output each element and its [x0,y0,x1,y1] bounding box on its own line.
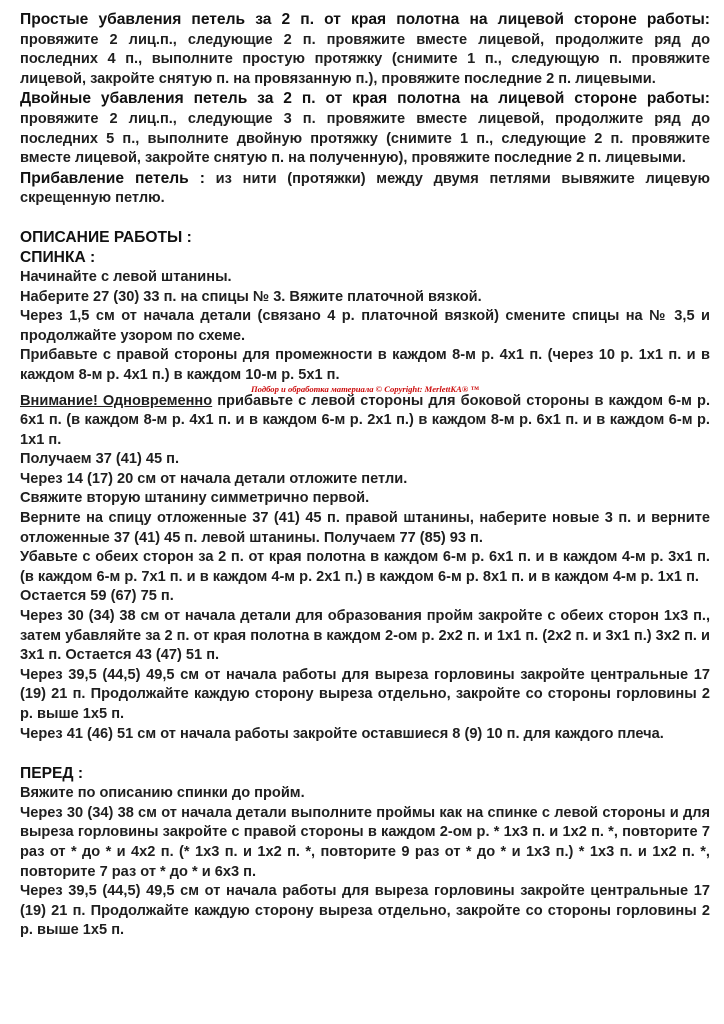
attention-text: прибавьте с левой стороны для боковой стороны в каждом 6-м р. 6х1 п. (в каждом 8-м р. 4х1 п. и в каждом 6-м р. 2х1 п.) в каждом 8-м р. 6х1 п. и в каждом 6-м р. 1х1 п. [20,392,711,448]
back-paragraph: Наберите 27 (30) 33 п. на спицы № 3. Вяжите платочной вязкой. [20,288,482,305]
back-paragraph: Убавьте с обеих сторон за 2 п. от края полотна в каждом 6-м р. 6х1 п. и в каждом 4-м р. 3х1 п. (в каждом 6-м р. 7х1 п. и в каждом 4-м р. 2х1 п.) в каждом 6-м р. 8х1 п. и в каждом 4-м р. 1х1 п. [20,549,710,585]
definition-text: провяжите 2 лиц.п., следующие 2 п. провяжите вместе лицевой, продолжите ряд до последних 4 п., выполните простую протяжку (снимите 1 п., следующую п. провяжите лицевой, закройте снятую п. на провязанную п.), провяжите последние 2 п. лицевыми. [20,31,710,87]
back-paragraph: Через 14 (17) 20 см от начала детали отложите петли. [20,470,408,487]
back-paragraph: Свяжите вторую штанину симметрично первой. [20,490,370,507]
back-section [20,248,710,744]
definition-term: Прибавление петель : [20,169,205,187]
front-paragraph: Через 30 (34) 38 см от начала детали выполните проймы как на спинке с левой стороны и для выреза горловины закройте с правой стороны в каждом 2-ом р. * 1х3 п. и 1х2 п. *, повторите 7 раз от * до * и 4х2 п. (* 1х3 п. и 1х2 п. *, повторите 9 раз от * до * и 1х3 п.) * 1х3 п. и 1х2 п. *, повторите 7 раз от * до * и 6х3 п. [20,804,710,880]
definition-text: из нити (протяжки) между двумя петлями вывяжите лицевую скрещенную петлю. [20,170,710,207]
definition-simple-decrease [20,10,710,89]
definition-double-decrease [20,89,710,168]
copyright-watermark: Подбор и обработка материала © Copyright: MerlettKA® ™ [250,383,479,394]
attention-label: Внимание! Одновременно [20,392,213,409]
back-paragraph: Начинайте с левой штанины. [20,268,232,285]
definition-term: Простые убавления петель за 2 п. от края полотна на лицевой стороне работы: [20,11,710,28]
section-gap [20,744,710,764]
front-heading: ПЕРЕД : [20,765,84,783]
definition-increase [20,169,710,209]
back-paragraph: Через 30 (34) 38 см от начала детали для образования пройм закройте с обеих сторон 1х3 п., затем убавляйте за 2 п. от края полотна в каждом 2-ом р. 2х2 п. и 1х1 п. (2х2 п. и 3х1 п.) 3х2 п. и 3х1 п. Остается 43 (47) 51 п. [20,608,710,664]
front-paragraph: Через 39,5 (44,5) 49,5 см от начала работы для выреза горловины закройте центральные 17 (19) 21 п. Продолжайте каждую сторону выреза отдельно, закройте со стороны горловины 2 р. выше 1х5 п. [20,883,710,939]
back-heading: СПИНКА : [20,248,96,266]
back-paragraph-attention [20,392,710,451]
back-paragraph: Прибавьте с правой стороны для промежности в каждом 8-м р. 4х1 п. (через 10 р. 1х1 п. и в каждом 8-м р. 4х1 п.) в каждом 10-м р. 5х1 п. [20,347,710,383]
section-gap [20,209,710,228]
back-paragraph: Через 39,5 (44,5) 49,5 см от начала работы для выреза горловины закройте центральные 17 (19) 21 п. Продолжайте каждую сторону выреза отдельно, закройте со стороны горловины 2 р. выше 1х5 п. [20,666,710,722]
back-paragraph: Остается 59 (67) 75 п. [20,588,174,605]
back-paragraph: Получаем 37 (41) 45 п. [20,451,180,468]
back-paragraph: Через 1,5 см от начала детали (связано 4 р. платочной вязкой) смените спицы на № 3,5 и продолжайте узором по схеме. [20,308,710,344]
front-paragraph: Вяжите по описанию спинки до пройм. [20,785,305,802]
definition-term: Двойные убавления петель за 2 п. от края полотна на лицевой стороне работы: [20,90,710,108]
back-paragraph: Верните на спицу отложенные 37 (41) 45 п. правой штанины, наберите новые 3 п. и верните отложенные 37 (41) 45 п. левой штанины. Получаем 77 (85) 93 п. [20,510,710,546]
front-section [20,764,710,941]
definition-text: провяжите 2 лиц.п., следующие 3 п. провяжите вместе лицевой, продолжите ряд до последних 5 п., выполните двойную протяжку (снимите 1 п., следующие 2 п. провяжите вместе лицевой, закройте снятую п. на полученную), провяжите последние 2 п. лицевыми. [20,110,710,167]
description-heading: ОПИСАНИЕ РАБОТЫ : [20,228,192,246]
back-paragraph: Через 41 (46) 51 см от начала работы закройте оставшиеся 8 (9) 10 п. для каждого плеча. [20,725,664,742]
